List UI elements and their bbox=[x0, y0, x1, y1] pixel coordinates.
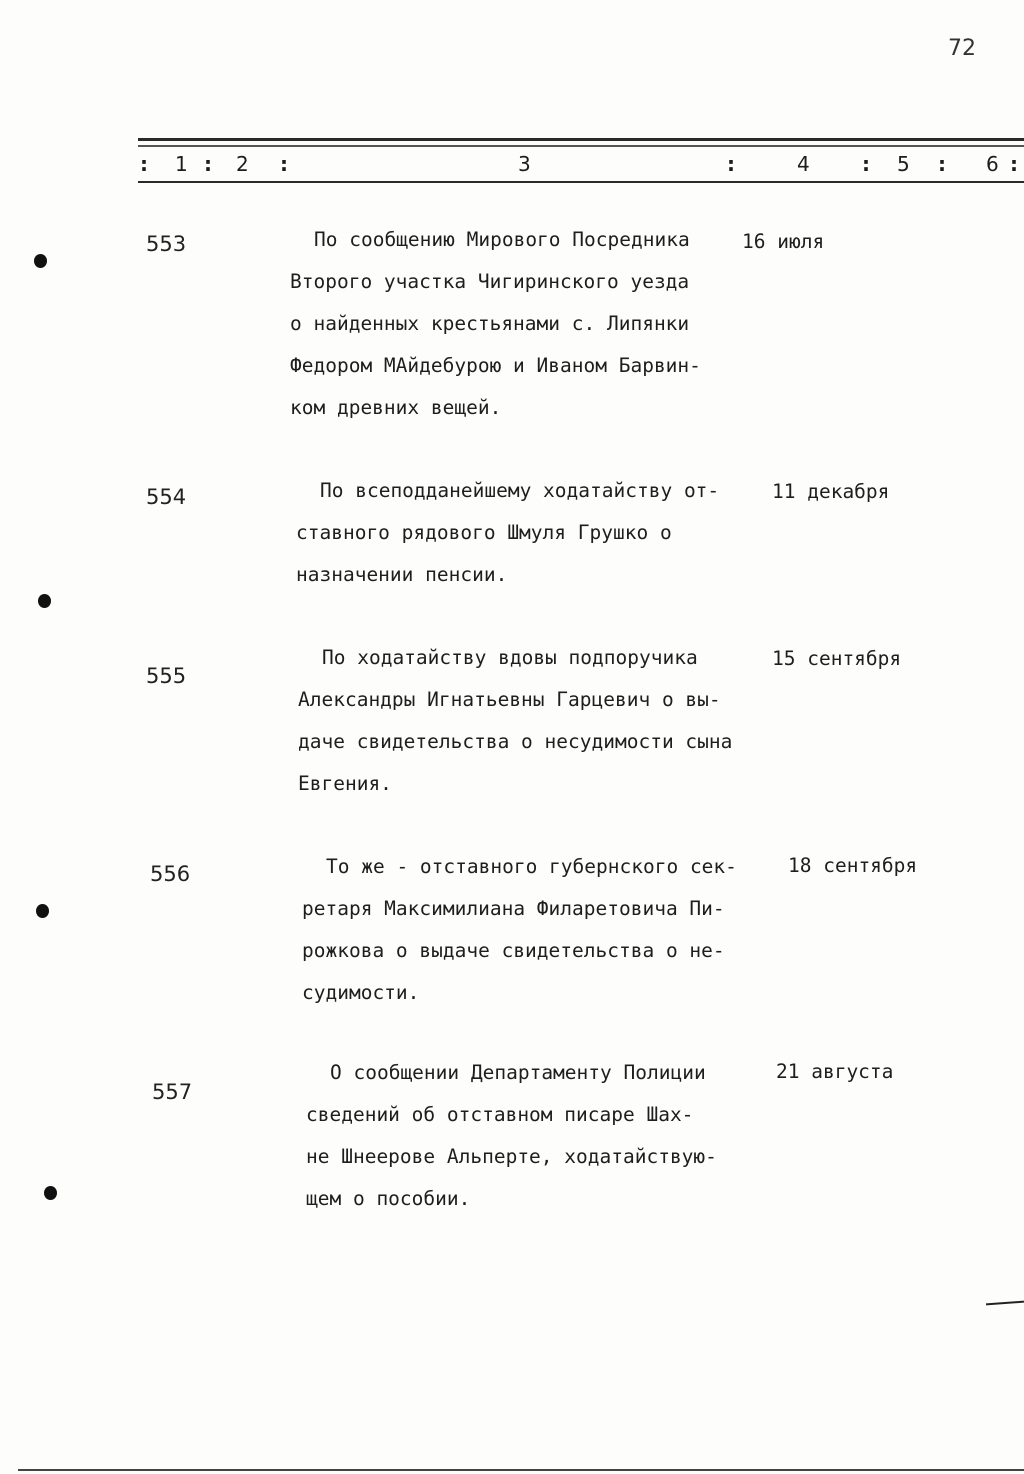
header-bottom-rule bbox=[138, 181, 1024, 183]
entry-date: 21 августа bbox=[776, 1060, 894, 1083]
column-header-3: 3 bbox=[518, 152, 531, 176]
entry-number: 553 bbox=[146, 232, 187, 256]
column-separator: : bbox=[204, 152, 212, 176]
column-separator: : bbox=[1010, 152, 1018, 176]
column-header-2: 2 bbox=[236, 152, 249, 176]
punch-hole-mark bbox=[44, 1186, 57, 1200]
entry-date: 16 июля bbox=[742, 230, 825, 253]
edge-ink-mark bbox=[986, 1301, 1024, 1306]
entry-number: 556 bbox=[150, 862, 191, 886]
entry-number: 557 bbox=[152, 1080, 193, 1104]
entry-number: 555 bbox=[146, 664, 187, 688]
punch-hole-mark bbox=[36, 904, 49, 918]
entry-date: 11 декабря bbox=[772, 480, 890, 503]
column-separator: : bbox=[938, 152, 946, 176]
column-header-5: 5 bbox=[897, 152, 910, 176]
column-separator: : bbox=[862, 152, 870, 176]
entry-description: То же - отставного губернского сек- ретаря Максимилиана Филаретовича Пи- рожкова о выдаче свидетельства о не- судимости. bbox=[302, 855, 737, 1004]
column-header-1: 1 bbox=[175, 152, 188, 176]
column-separator: : bbox=[280, 152, 288, 176]
entry-date: 18 сентября bbox=[788, 854, 918, 877]
column-separator: : bbox=[727, 152, 735, 176]
column-header-6: 6 bbox=[986, 152, 999, 176]
column-separator: : bbox=[140, 152, 148, 176]
bottom-rule bbox=[18, 1469, 1024, 1471]
header-top-rule bbox=[138, 138, 1024, 141]
entry-date: 15 сентября bbox=[772, 647, 902, 670]
header-top-rule-secondary bbox=[138, 145, 1024, 147]
page-number: 72 bbox=[948, 36, 976, 61]
entry-description: О сообщении Департаменту Полиции сведений об отставном писаре Шах- не Шнеерове Альперте, ходатайствую- щем о пособии. bbox=[306, 1061, 717, 1210]
entry-number: 554 bbox=[146, 485, 187, 509]
entry-description: По всеподданейшему ходатайству от- ставного рядового Шмуля Грушко о назначении пенсии. bbox=[296, 479, 720, 586]
entry-description: По сообщению Мирового Посредника Второго участка Чигиринского уезда о найденных крестьянами с. Липянки Федором МАйдебурою и Иваном Барвин- ком древних вещей. bbox=[290, 228, 701, 419]
punch-hole-mark bbox=[34, 254, 47, 268]
punch-hole-mark bbox=[38, 594, 51, 608]
column-header-4: 4 bbox=[797, 152, 810, 176]
column-header-row bbox=[0, 152, 1024, 180]
entry-description: По ходатайству вдовы подпоручика Александры Игнатьевны Гарцевич о вы- даче свидетельства о несудимости сына Евгения. bbox=[298, 646, 733, 795]
